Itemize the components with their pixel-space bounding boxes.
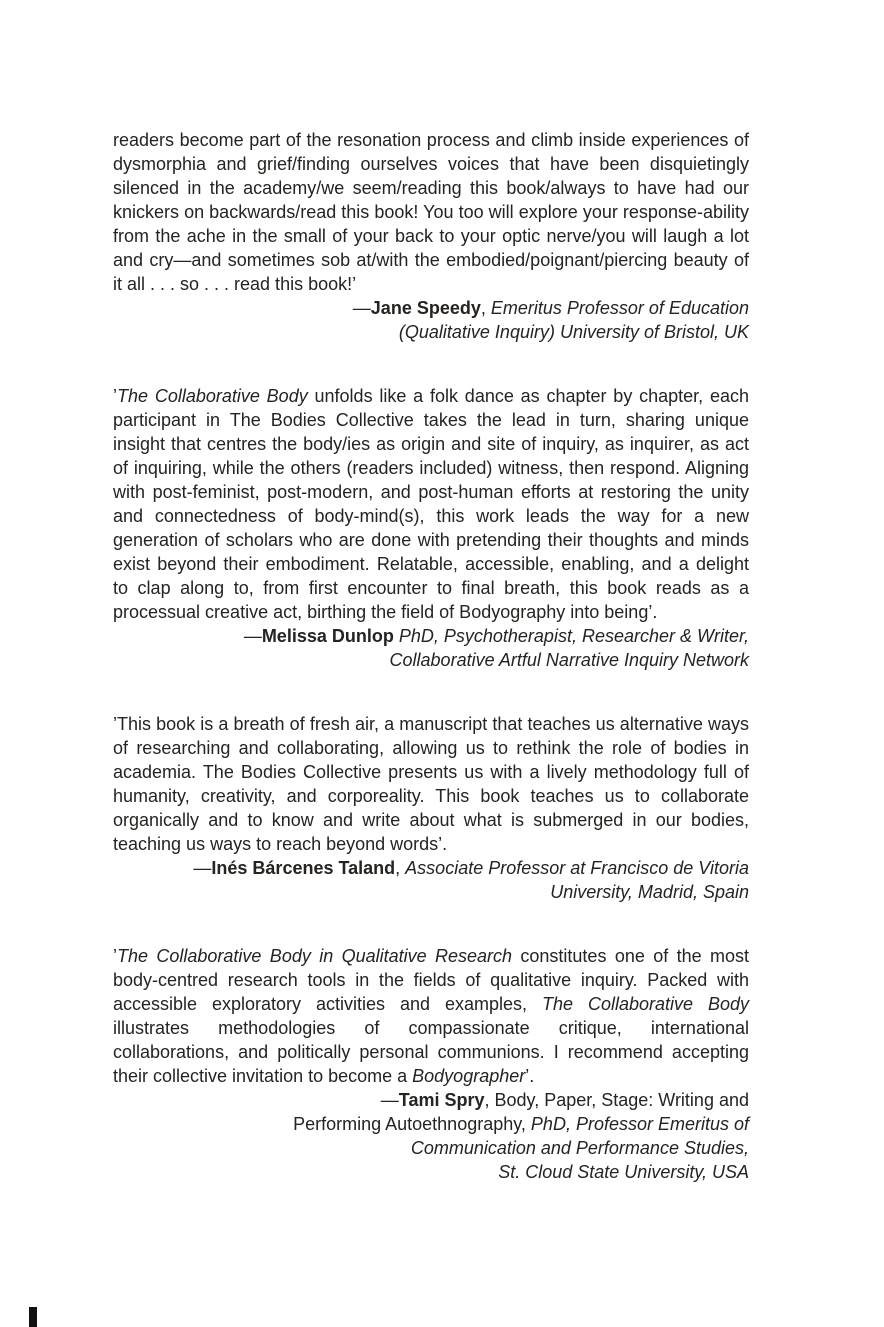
attribution-line bbox=[113, 296, 749, 320]
attribution-line bbox=[113, 1160, 749, 1184]
attribution-line bbox=[113, 1136, 749, 1160]
text-run: ’ bbox=[113, 946, 117, 966]
text-run: Emeritus Professor of Education bbox=[490, 298, 749, 318]
text-run: Bodyographer bbox=[412, 1066, 526, 1086]
quote-paragraph bbox=[113, 128, 749, 296]
text-run: — bbox=[243, 626, 262, 646]
attribution-line bbox=[113, 856, 749, 880]
text-run: , bbox=[480, 298, 491, 318]
quote-paragraph bbox=[113, 384, 749, 624]
attribution-line bbox=[113, 648, 749, 672]
text-run: readers become part of the resonation process and climb inside experiences of dysmorphia and grief/finding ourselves voices that have been disquietingly silenced in the academy/we seem/reading this book/always to have had our knickers on backwards/read this book! You too will explore your response-ability from the ache in the small of your back to your optic nerve/you will laugh a lot and cry—and sometimes sob at/with the embodied/poignant/piercing beauty of it all . . . so . . . read this book!’ bbox=[113, 130, 749, 294]
attribution-line bbox=[113, 320, 749, 344]
text-run: ’This book is a breath of fresh air, a manuscript that teaches us alternative ways of researching and collaborating, allowing us to rethink the role of bodies in academia. The Bodies Collective presents us with a lively methodology full of humanity, creativity, and corporeality. This book teaches us to collaborate organically and to know and write about what is submerged in our bodies, teaching us ways to reach beyond words’. bbox=[113, 714, 749, 854]
text-run: Jane Speedy bbox=[370, 298, 481, 318]
text-run: PhD, Psychotherapist, Researcher & Writer, bbox=[398, 626, 749, 646]
text-run: constitutes one of the most body-centred research tools in the fields of qualitative inquiry. Packed with accessible exploratory activities and examples, bbox=[113, 946, 749, 1014]
attribution-block bbox=[113, 856, 749, 904]
attribution-line bbox=[113, 880, 749, 904]
attribution-block bbox=[113, 624, 749, 672]
page-content bbox=[113, 128, 749, 1184]
text-run: Communication and Performance Studies, bbox=[410, 1138, 749, 1158]
text-run: — bbox=[352, 298, 371, 318]
text-run: The Collaborative Body bbox=[117, 386, 308, 406]
attribution-line bbox=[113, 1112, 749, 1136]
text-run: Tami Spry bbox=[398, 1090, 485, 1110]
quote-paragraph bbox=[113, 944, 749, 1088]
quote-paragraph bbox=[113, 712, 749, 856]
attribution-block bbox=[113, 1088, 749, 1184]
text-run: , bbox=[395, 858, 406, 878]
text-run: ’. bbox=[525, 1066, 535, 1086]
text-run: Inés Bárcenes Taland bbox=[211, 858, 396, 878]
text-run: — bbox=[193, 858, 212, 878]
text-run: University, Madrid, Spain bbox=[550, 882, 749, 902]
text-run: ’ bbox=[113, 386, 117, 406]
attribution-block bbox=[113, 296, 749, 344]
text-run: unfolds like a folk dance as chapter by chapter, each participant in The Bodies Collective takes the lead in turn, sharing unique insight that centres the body/ies as origin and site of inquiry, as inquirer, as act of inquiring, while the others (readers included) witness, then respond. Aligning with post-feminist, post-modern, and post-human efforts at restoring the unity and connectedness of body-mind(s), this work leads the way for a new generation of scholars who are done with pretending their thoughts and minds exist beyond their embodiment. Relatable, accessible, enabling, and a delight to clap along to, from first encounter to final breath, this book reads as a processual creative act, birthing the field of Bodyography into being’. bbox=[113, 386, 750, 622]
attribution-line bbox=[113, 1088, 749, 1112]
text-run: Performing Autoethnography, bbox=[293, 1114, 531, 1134]
text-run: (Qualitative Inquiry) University of Bristol, UK bbox=[398, 322, 749, 342]
text-run: Associate Professor at Francisco de Vitoria bbox=[405, 858, 749, 878]
text-run: , Body, Paper, Stage: Writing and bbox=[484, 1090, 749, 1110]
text-run: The Collaborative Body in Qualitative Research bbox=[117, 946, 513, 966]
text-run: illustrates methodologies of compassionate critique, international collaborations, and politically personal communions. I recommend accepting their collective invitation to become a bbox=[113, 1018, 749, 1086]
text-run: — bbox=[380, 1090, 399, 1110]
page-edge-mark bbox=[29, 1307, 37, 1327]
text-run: PhD, Professor Emeritus of bbox=[530, 1114, 749, 1134]
text-run: St. Cloud State University, USA bbox=[498, 1162, 749, 1182]
text-run: Melissa Dunlop bbox=[261, 626, 394, 646]
attribution-line bbox=[113, 624, 749, 648]
text-run: Collaborative Artful Narrative Inquiry Network bbox=[389, 650, 749, 670]
text-run: The Collaborative Body bbox=[541, 994, 749, 1014]
